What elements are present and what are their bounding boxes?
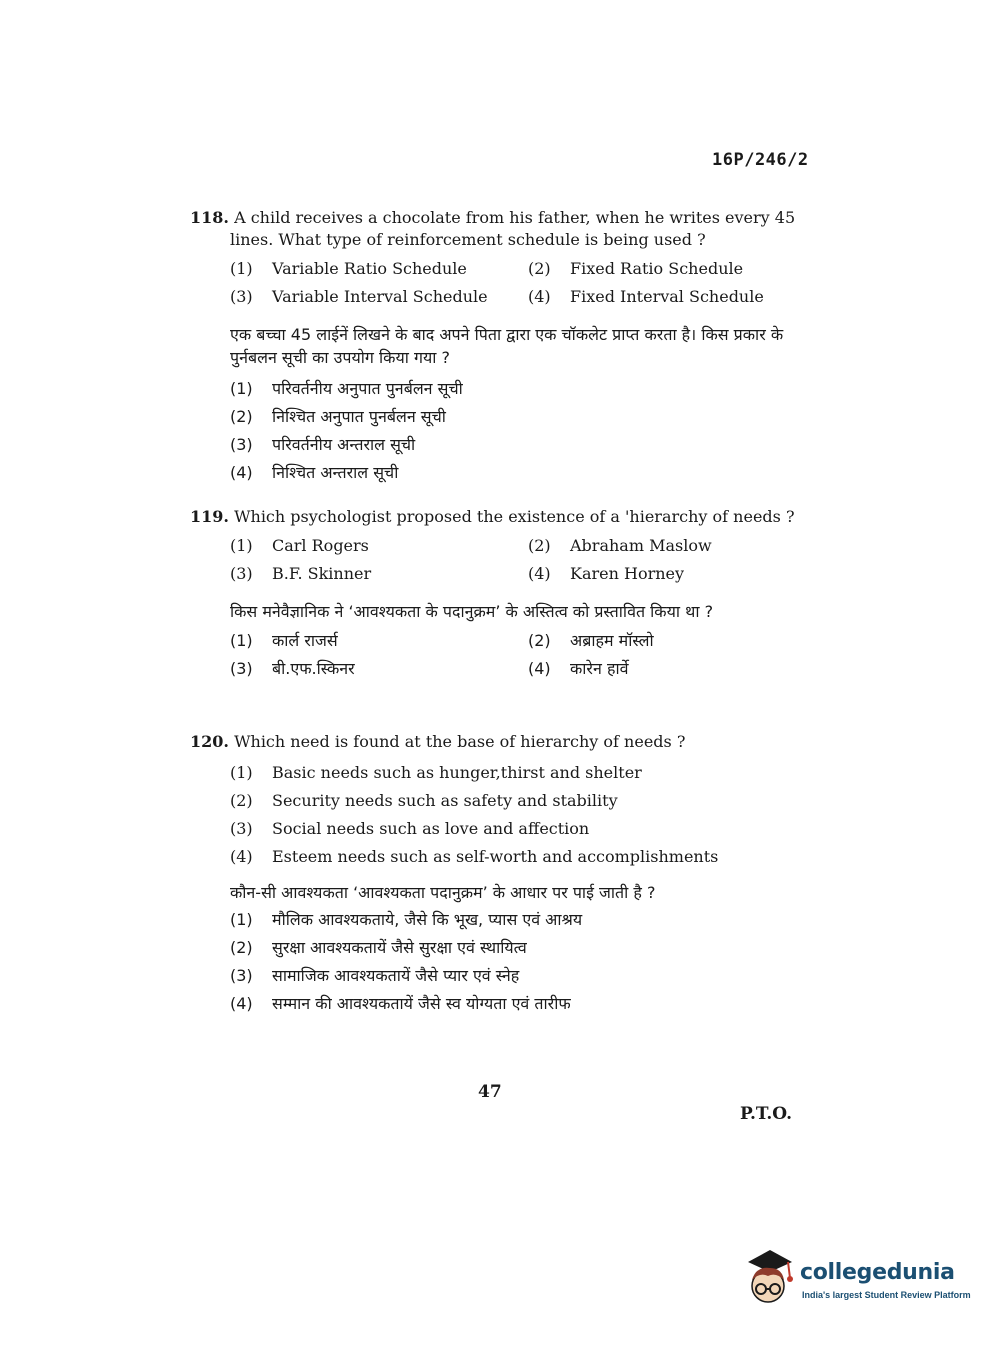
question-text xyxy=(190,731,820,753)
option-number: (2) xyxy=(528,536,551,555)
option-text: Esteem needs such as self-worth and accomplishments xyxy=(272,847,719,866)
question-text-hindi: कौन-सी आवश्यकता ‘आवश्यकता पदानुक्रम’ के आधार पर पाई जाती है ? xyxy=(230,883,656,902)
option-number: (1) xyxy=(230,379,253,398)
question-body: Which psychologist proposed the existence of a 'hierarchy of needs ? xyxy=(234,507,795,526)
option xyxy=(230,962,820,990)
option-text: निश्चित अनुपात पुनर्बलन सूची xyxy=(272,407,446,426)
option-number: (2) xyxy=(230,938,253,957)
option-number: (4) xyxy=(528,564,551,583)
mascot-icon xyxy=(742,1248,798,1310)
option-text: सामाजिक आवश्यकतायें जैसे प्यार एवं स्नेह xyxy=(272,966,520,985)
question-number: 119. xyxy=(190,507,229,526)
option-text: Karen Horney xyxy=(570,564,685,583)
option-number: (2) xyxy=(528,259,551,278)
pto-label: P.T.O. xyxy=(740,1104,792,1124)
option-text: Carl Rogers xyxy=(272,536,369,555)
option xyxy=(230,257,528,281)
option-number: (3) xyxy=(230,435,253,454)
option xyxy=(528,629,828,653)
option-text: सम्मान की आवश्यकतायें जैसे स्व योग्यता एवं तारीफ xyxy=(272,994,571,1013)
options-english xyxy=(230,534,820,586)
question-120 xyxy=(190,731,820,1018)
option-text: कार्ल राजर्स xyxy=(272,631,338,650)
option xyxy=(230,534,528,558)
question-119 xyxy=(190,506,820,681)
option-text: परिवर्तनीय अन्तराल सूची xyxy=(272,435,416,454)
option-text: बी.एफ.स्किनर xyxy=(272,659,355,678)
option-text: Social needs such as love and affection xyxy=(272,819,590,838)
question-body: Which need is found at the base of hierarchy of needs ? xyxy=(234,732,686,751)
option-text: Variable Interval Schedule xyxy=(272,287,488,306)
option-number: (1) xyxy=(230,536,253,555)
paper-code: 16P/246/2 xyxy=(712,150,809,170)
question-number: 120. xyxy=(190,732,229,751)
options-hindi xyxy=(230,629,820,681)
option-text: Fixed Interval Schedule xyxy=(570,287,764,306)
option xyxy=(230,562,528,586)
option-text: Security needs such as safety and stability xyxy=(272,791,618,810)
option-text: Abraham Maslow xyxy=(570,536,712,555)
option-text: Variable Ratio Schedule xyxy=(272,259,467,278)
question-text-hindi: एक बच्चा 45 लाईनें लिखने के बाद अपने पिता द्वारा एक चॉकलेट प्राप्त करता है। किस प्रकार के पुर्नबलन सूची का उपयोग किया गया ? xyxy=(230,325,784,367)
brand-name: collegedunia xyxy=(800,1260,955,1285)
option-text: Fixed Ratio Schedule xyxy=(570,259,744,278)
option xyxy=(230,906,820,934)
option-number: (4) xyxy=(230,994,253,1013)
option-number: (4) xyxy=(528,287,551,306)
option-text: सुरक्षा आवश्यकतायें जैसे सुरक्षा एवं स्थायित्व xyxy=(272,938,527,957)
options-english xyxy=(230,759,820,871)
option-number: (4) xyxy=(528,659,551,678)
question-text-hindi: किस मनेवैज्ञानिक ने ‘आवश्यकता के पदानुक्रम’ के अस्तित्व को प्रस्तावित किया था ? xyxy=(230,602,714,621)
option xyxy=(230,657,528,681)
option-number: (4) xyxy=(230,463,253,482)
option-number: (1) xyxy=(230,763,253,782)
option xyxy=(230,459,820,487)
page-number: 47 xyxy=(478,1082,502,1102)
option xyxy=(230,285,528,309)
option xyxy=(230,815,820,843)
option-number: (2) xyxy=(230,791,253,810)
option xyxy=(230,787,820,815)
option xyxy=(230,375,820,403)
option-text: B.F. Skinner xyxy=(272,564,372,583)
question-text xyxy=(190,506,820,528)
option xyxy=(528,562,828,586)
option xyxy=(230,629,528,653)
option xyxy=(230,843,820,871)
option-number: (3) xyxy=(230,819,253,838)
option-number: (3) xyxy=(230,659,253,678)
option-number: (1) xyxy=(230,910,253,929)
options-hindi xyxy=(230,906,820,1018)
option xyxy=(528,657,828,681)
option-number: (2) xyxy=(230,407,253,426)
option xyxy=(230,990,820,1018)
option-text: अब्राहम मॉस्लो xyxy=(570,631,654,650)
option xyxy=(528,285,828,309)
option-text: Basic needs such as hunger,thirst and shelter xyxy=(272,763,642,782)
question-body: A child receives a chocolate from his father, when he writes every 45 lines. What type of reinforcement schedule is being used ? xyxy=(230,208,796,249)
option-number: (4) xyxy=(230,847,253,866)
option xyxy=(230,431,820,459)
question-number: 118. xyxy=(190,208,229,227)
option xyxy=(230,759,820,787)
option-number: (2) xyxy=(528,631,551,650)
option-number: (3) xyxy=(230,966,253,985)
brand-tagline: India's largest Student Review Platform xyxy=(802,1290,971,1300)
option-number: (1) xyxy=(230,631,253,650)
question-118 xyxy=(190,207,820,487)
option-text: कारेन हार्वे xyxy=(570,659,629,678)
option-number: (1) xyxy=(230,259,253,278)
option-text: निश्चित अन्तराल सूची xyxy=(272,463,399,482)
option-text: मौलिक आवश्यकताये, जैसे कि भूख, प्यास एवं आश्रय xyxy=(272,910,583,929)
option-text: परिवर्तनीय अनुपात पुनर्बलन सूची xyxy=(272,379,463,398)
options-english xyxy=(230,257,820,309)
option-number: (3) xyxy=(230,287,253,306)
option xyxy=(230,934,820,962)
collegedunia-logo xyxy=(742,1248,972,1318)
options-hindi xyxy=(230,375,820,487)
option-number: (3) xyxy=(230,564,253,583)
option xyxy=(528,534,828,558)
option xyxy=(230,403,820,431)
question-text xyxy=(190,207,820,251)
option xyxy=(528,257,828,281)
